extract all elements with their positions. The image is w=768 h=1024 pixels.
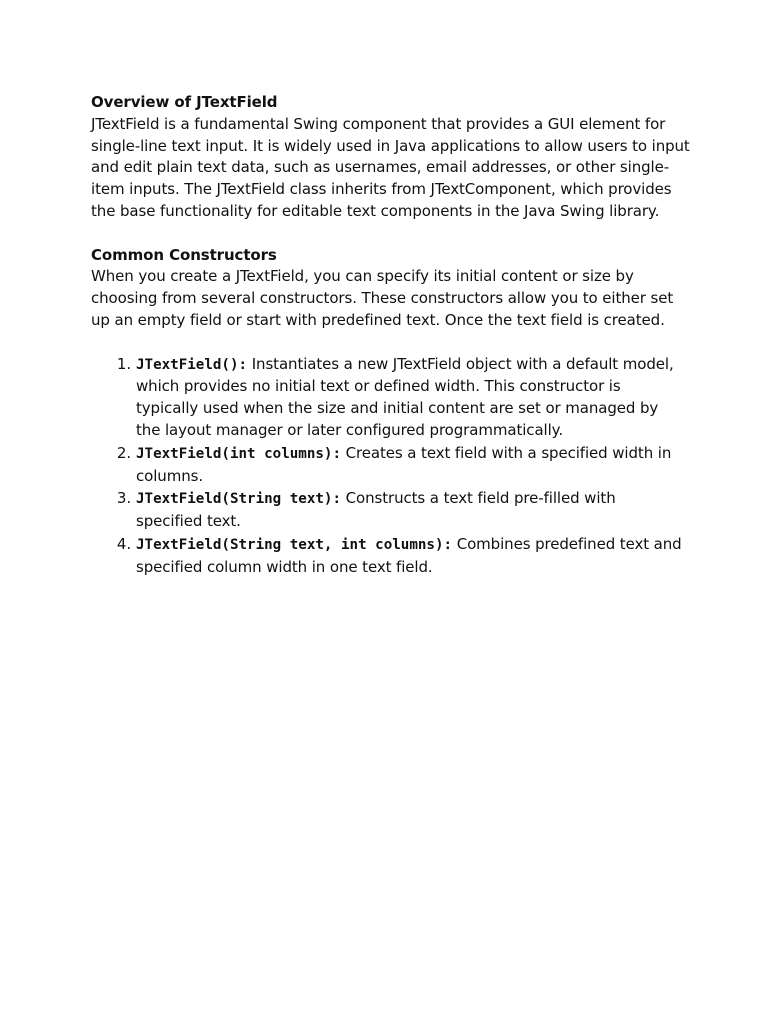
- list-item: [116, 534, 691, 579]
- constructor-signature: JTextField(String text):: [136, 491, 341, 508]
- document-page: [91, 92, 691, 580]
- constructor-signature: JTextField(String text, int columns):: [136, 536, 453, 553]
- constructor-description: Combines predefined text and specified column width in one text field.: [136, 534, 682, 576]
- overview-paragraph: JTextField is a fundamental Swing component that provides a GUI element for single-line text input. It is widely used in Java applications to allow users to input and edit plain text data, such as usernames, email addresses, or other single-item inputs. The JTextField class inherits from JTextComponent, which provides the base functionality for editable text components in the Java Swing library.: [91, 114, 690, 220]
- list-item: [116, 354, 691, 442]
- constructor-description: Creates a text field with a specified width in columns.: [136, 443, 672, 485]
- paragraph-gap: [91, 223, 691, 245]
- constructor-description: Constructs a text field pre-filled with specified text.: [136, 489, 616, 531]
- list-number: 4.: [116, 534, 131, 553]
- constructors-paragraph: When you create a JTextField, you can specify its initial content or size by choosing from several constructors. These constructors allow you to either set up an empty field or start with predefined text. Once the text field is created.: [91, 267, 674, 329]
- list-item: [116, 488, 691, 533]
- list-item: [116, 443, 691, 488]
- paragraph-gap: [91, 332, 691, 354]
- constructor-list: [91, 354, 691, 579]
- list-number: 2.: [116, 443, 131, 462]
- constructor-signature: JTextField(int columns):: [136, 445, 341, 462]
- overview-heading: Overview of JTextField: [91, 93, 278, 111]
- constructor-description: Instantiates a new JTextField object with a default model, which provides no initial text or defined width. This constructor is typically used when the size and initial content are set or managed by the layout manager or later configured programmatically.: [136, 354, 674, 439]
- constructor-signature: JTextField():: [136, 356, 248, 373]
- list-number: 3.: [116, 489, 131, 508]
- list-number: 1.: [116, 354, 131, 373]
- constructors-heading: Common Constructors: [91, 245, 277, 264]
